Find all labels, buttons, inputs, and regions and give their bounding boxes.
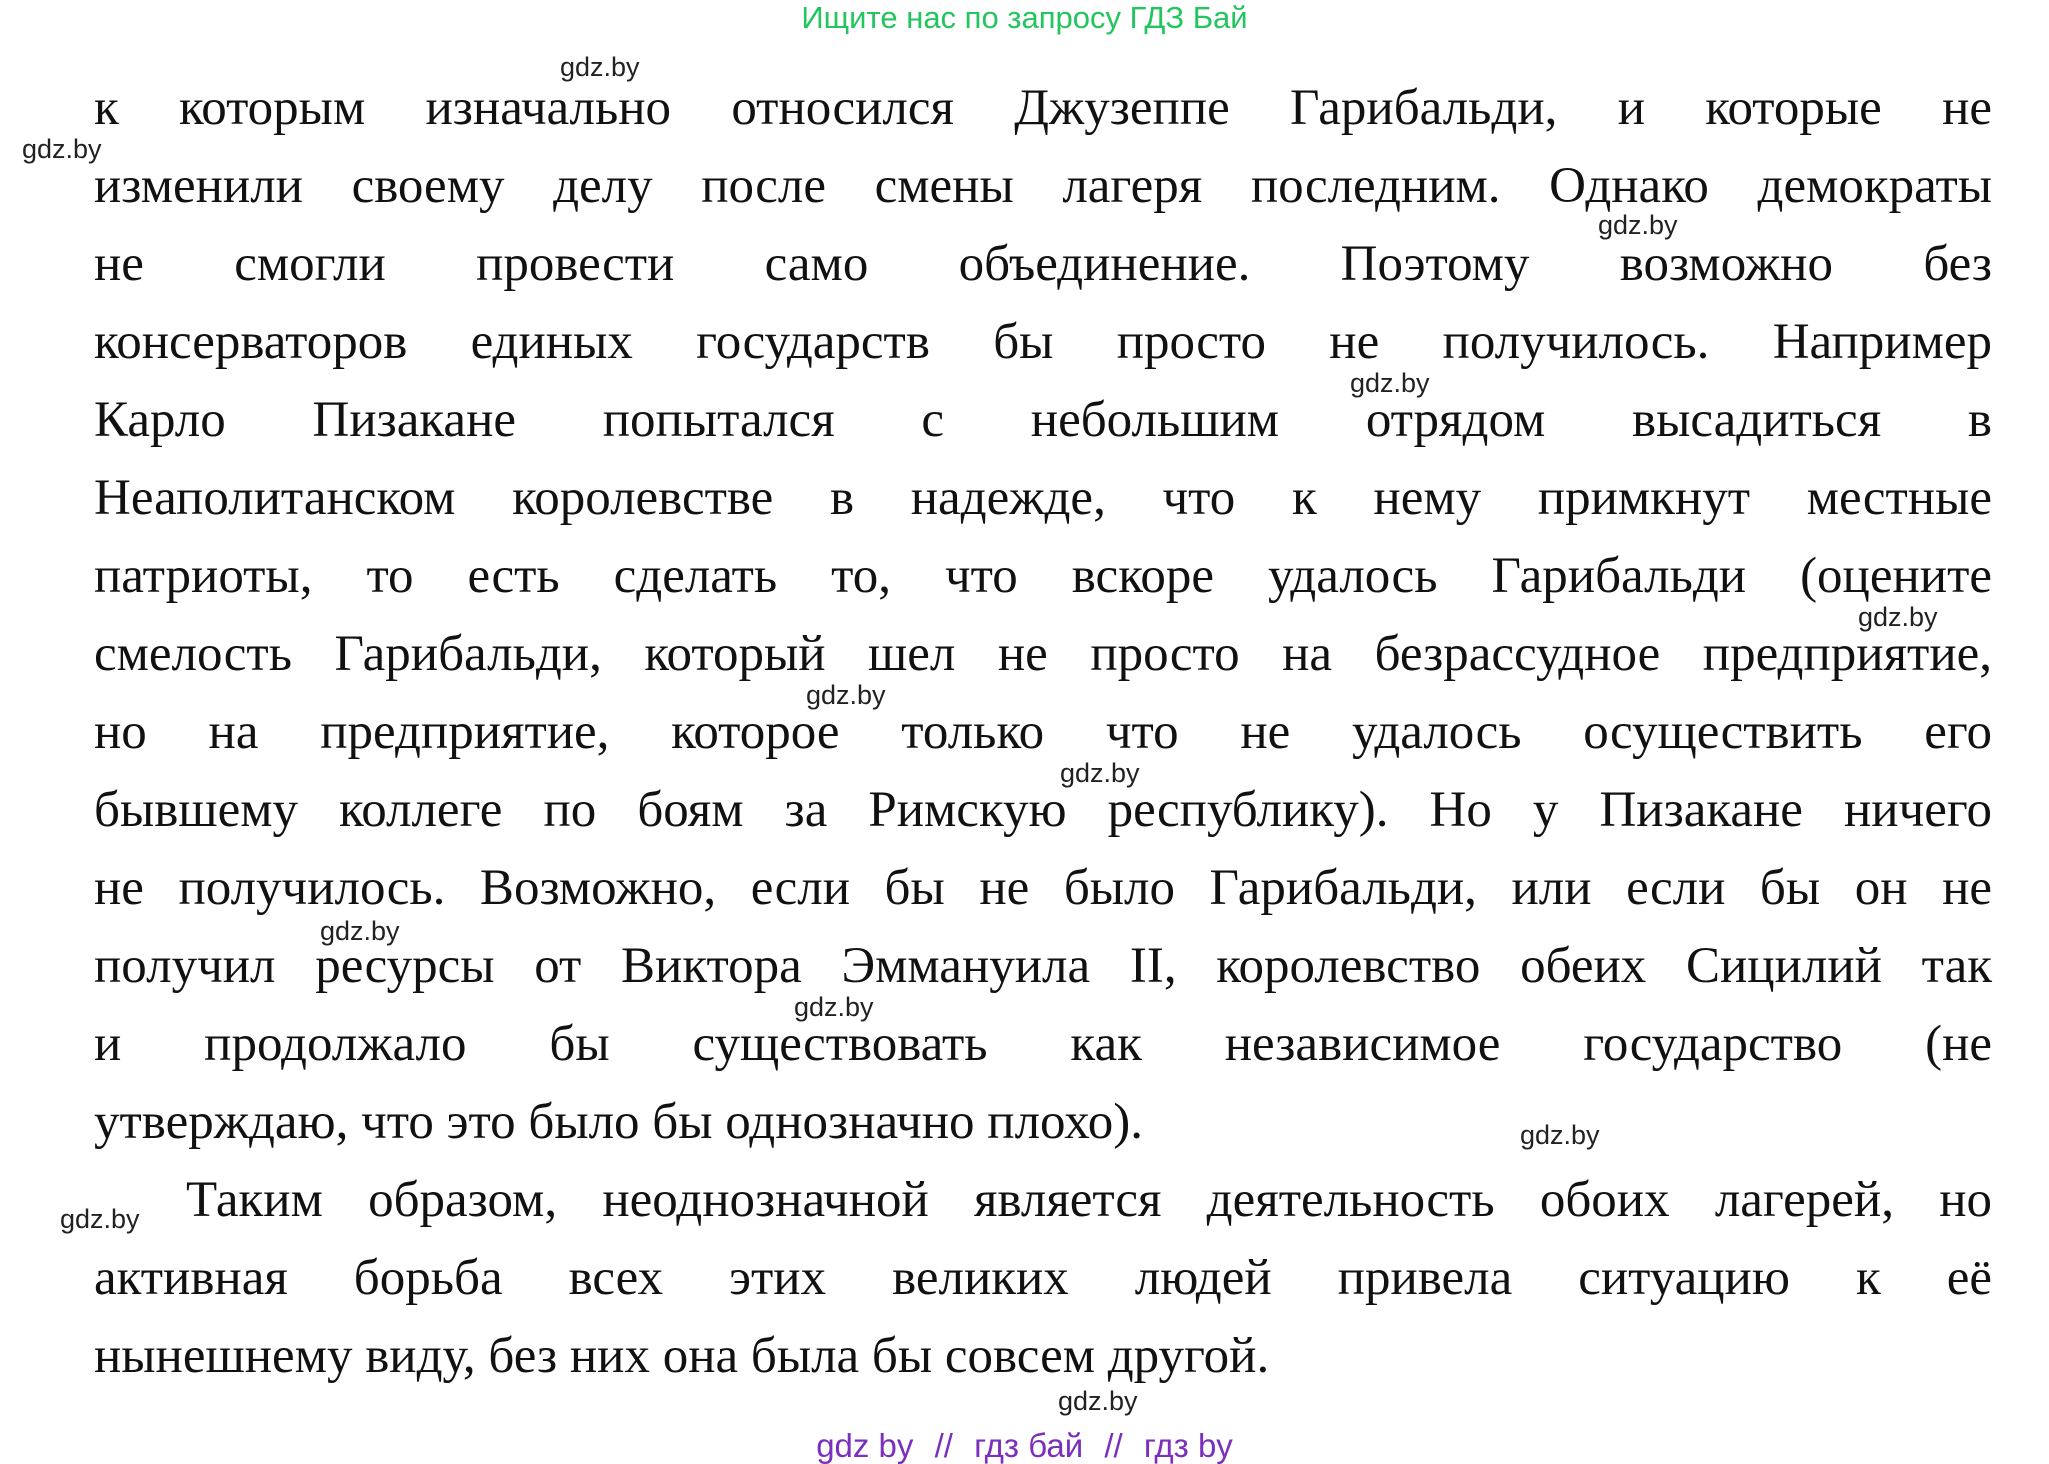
watermark: gdz.by [806, 680, 886, 710]
watermark: gdz.by [1520, 1120, 1600, 1150]
text-line: Неаполитанском королевстве в надежде, что к нему примкнут местные [94, 470, 1992, 526]
text-line: не смогли провести само объединение. Поэтому возможно без [94, 236, 1992, 292]
watermark: gdz.by [320, 916, 400, 946]
text-line: Карло Пизакане попытался с небольшим отрядом высадиться в [94, 392, 1992, 448]
watermark: gdz.by [1598, 210, 1678, 240]
watermark: gdz.by [560, 52, 640, 82]
watermark: gdz.by [794, 992, 874, 1022]
text-line: получил ресурсы от Виктора Эммануила II, королевство обеих Сицилий так [94, 938, 1992, 994]
text-line: активная борьба всех этих великих людей привела ситуацию к её [94, 1250, 1992, 1306]
footer-separator: // [1104, 1427, 1123, 1464]
text-line: бывшему коллеге по боям за Римскую республику). Но у Пизакане ничего [94, 782, 1992, 838]
text-line: изменили своему делу после смены лагеря последним. Однако демократы [94, 158, 1992, 214]
text-line: смелость Гарибальди, который шел не просто на безрассудное предприятие, [94, 626, 1992, 682]
watermark: gdz.by [1060, 758, 1140, 788]
footer-links [0, 1427, 2049, 1464]
watermark: gdz.by [60, 1204, 140, 1234]
watermark: gdz.by [1058, 1386, 1138, 1416]
watermark: gdz.by [1350, 368, 1430, 398]
text-line: и продолжало бы существовать как независимое государство (не [94, 1016, 1992, 1072]
text-line: утверждаю, что это было бы однозначно плохо). [94, 1094, 1144, 1150]
text-line: Таким образом, неоднозначной является деятельность обоих лагерей, но [186, 1172, 1992, 1228]
footer-link-gdz-by[interactable]: gdz by [816, 1427, 914, 1464]
text-line: консерваторов единых государств бы просто не получилось. Например [94, 314, 1992, 370]
footer-link-gdz-bai[interactable]: гдз бай [974, 1427, 1084, 1464]
text-line: к которым изначально относился Джузеппе Гарибальди, и которые не [94, 80, 1992, 136]
text-line: патриоты, то есть сделать то, что вскоре удалось Гарибальди (оцените [94, 548, 1992, 604]
text-line: нынешнему виду, без них она была бы совсем другой. [94, 1328, 1270, 1384]
text-line: но на предприятие, которое только что не удалось осуществить его [94, 704, 1992, 760]
text-line: не получилось. Возможно, если бы не было Гарибальди, или если бы он не [94, 860, 1992, 916]
watermark: gdz.by [22, 134, 102, 164]
footer-separator: // [934, 1427, 953, 1464]
watermark: gdz.by [1858, 602, 1938, 632]
search-banner: Ищите нас по запросу ГДЗ Бай [801, 0, 1248, 35]
footer-link-gdz-by-cyr[interactable]: гдз by [1143, 1427, 1233, 1464]
